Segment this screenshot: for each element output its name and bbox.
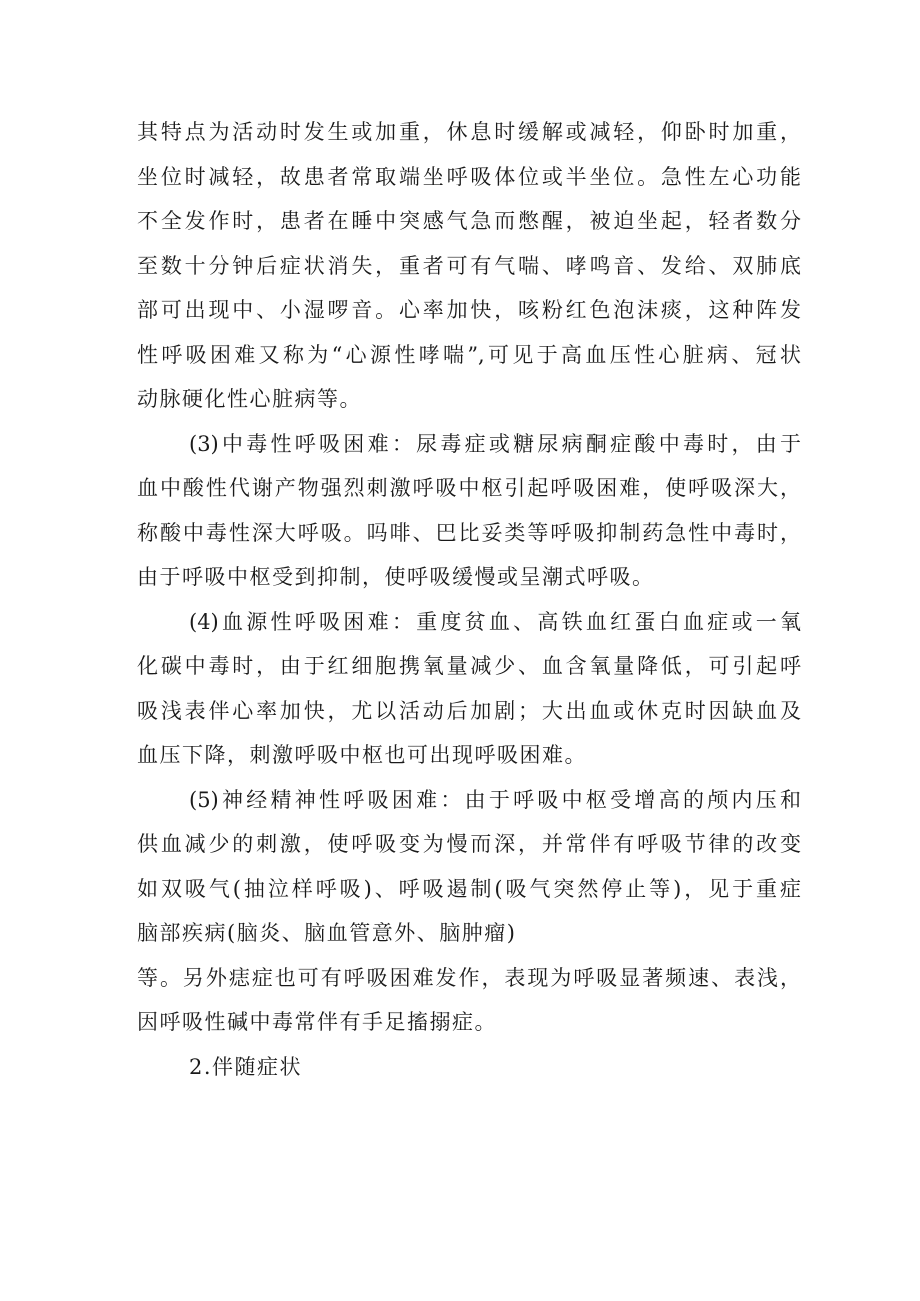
paragraph-5-heading-line: (5)神经精神性呼吸困难：由于呼吸中枢受增高的颅内压和 bbox=[189, 787, 801, 812]
text-line: 血中酸性代谢产物强烈刺激呼吸中枢引起呼吸困难，使呼吸深大， bbox=[137, 476, 801, 500]
section-heading: 2.伴随症状 bbox=[189, 1054, 303, 1079]
paragraph-4-heading-line: (4)血源性呼吸困难：重度贫血、高铁血红蛋白血症或一氧 bbox=[189, 609, 801, 634]
text-line: 至数十分钟后症状消失，重者可有气喘、哮鸣音、发给、双肺底 bbox=[137, 253, 801, 278]
text-line: 性呼吸困难又称为“心源性哮喘”,可见于高血压性心脏病、冠状 bbox=[137, 342, 801, 367]
text-line: 其特点为活动时发生或加重，休息时缓解或减轻，仰卧时加重， bbox=[137, 120, 801, 144]
text-line: 不全发作时，患者在睡中突感气急而憋醒，被迫坐起，轻者数分 bbox=[137, 209, 801, 233]
paragraph-3-heading-line: (3)中毒性呼吸困难：尿毒症或糖尿病酮症酸中毒时，由于 bbox=[189, 431, 801, 456]
text-line: 等。另外痣症也可有呼吸困难发作，表现为呼吸显著频速、表浅， bbox=[137, 965, 801, 990]
text-line: 脑部疾病(脑炎、脑血管意外、脑肿瘤) bbox=[137, 921, 517, 945]
text-line: 由于呼吸中枢受到抑制，使呼吸缓慢或呈潮式呼吸。 bbox=[137, 565, 655, 589]
text-line: 供血减少的刺激，使呼吸变为慢而深，并常伴有呼吸节律的改变 bbox=[137, 832, 801, 856]
text-line: 如双吸气(抽泣样呼吸)、呼吸遏制(吸气突然停止等)，见于重症 bbox=[137, 876, 801, 901]
text-line: 化碳中毒时，由于红细胞携氧量减少、血含氧量降低，可引起呼 bbox=[137, 654, 801, 678]
text-line: 因呼吸性碱中毒常伴有手足搐搦症。 bbox=[137, 1010, 497, 1034]
text-line: 部可出现中、小湿啰音。心率加快，咳粉红色泡沫痰，这种阵发 bbox=[137, 298, 801, 322]
text-line: 血压下降，刺激呼吸中枢也可出现呼吸困难。 bbox=[137, 743, 587, 767]
text-line: 动脉硬化性心脏病等。 bbox=[137, 387, 362, 411]
text-line: 吸浅表伴心率加快，尤以活动后加剧；大出血或休克时因缺血及 bbox=[137, 698, 801, 723]
text-line: 称酸中毒性深大呼吸。吗啡、巴比妥类等呼吸抑制药急性中毒时， bbox=[137, 520, 801, 545]
document-body bbox=[137, 110, 801, 1089]
text-line: 坐位时减轻，故患者常取端坐呼吸体位或半坐位。急性左心功能 bbox=[137, 164, 801, 189]
